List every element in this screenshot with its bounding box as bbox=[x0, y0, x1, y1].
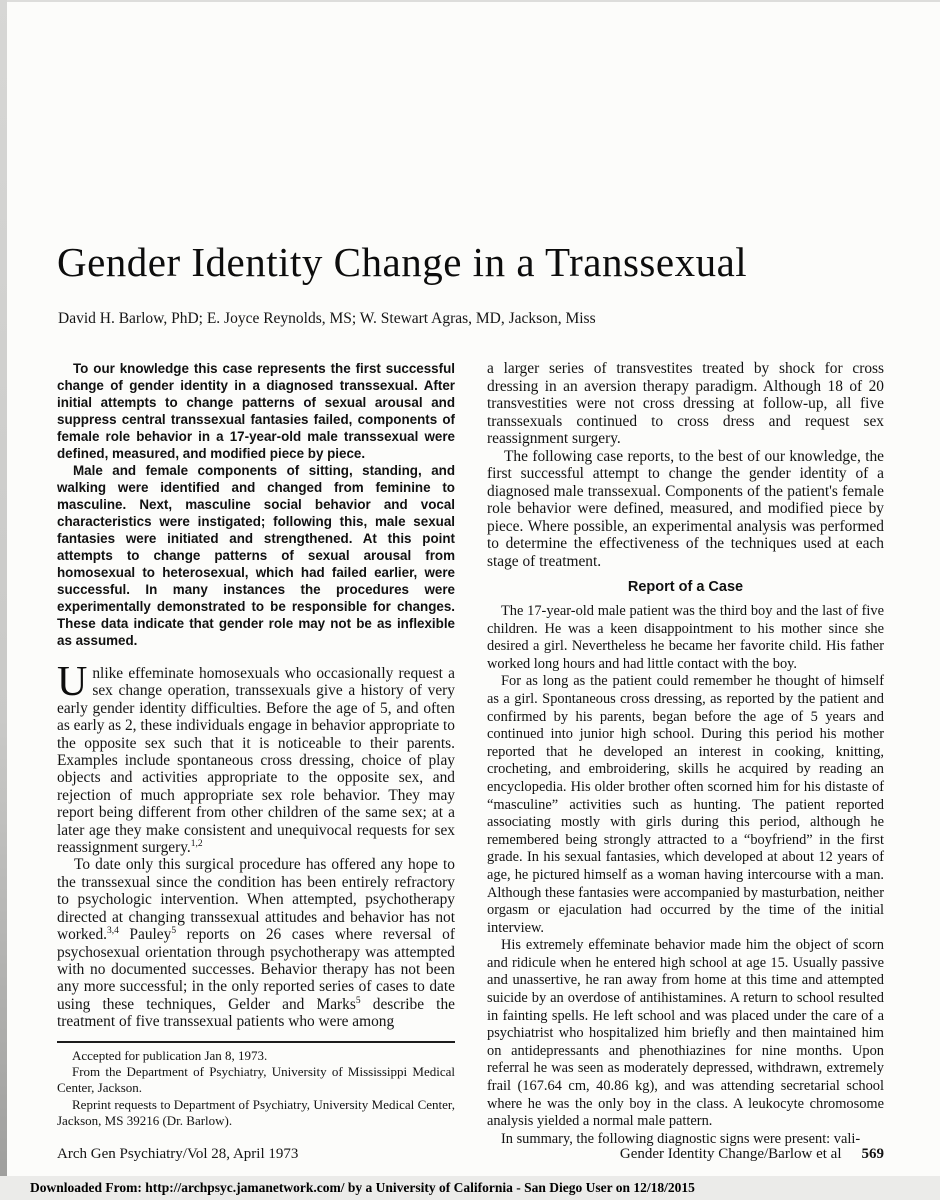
intro-paragraph-2-text: describe the treatment of five transsexual patients who were among bbox=[57, 995, 455, 1031]
reference-superscript: 5 bbox=[171, 925, 177, 936]
scan-top-edge bbox=[0, 0, 940, 2]
right-column bbox=[487, 360, 884, 1147]
reference-superscript: 3,4 bbox=[107, 925, 119, 936]
section-heading-report-of-a-case: Report of a Case bbox=[627, 579, 744, 595]
download-stamp-band bbox=[0, 1176, 940, 1200]
introduction-continuation bbox=[487, 360, 884, 570]
scan-left-edge bbox=[0, 0, 7, 1200]
intro-paragraph-2-text: reports on 26 cases where reversal of psychosexual orientation through psychotherapy was attempted with no documented successes. Behavior therapy has not been any more successful; in the only reported series of cases to date using these techniques, Gelder and Marks bbox=[57, 926, 455, 1013]
abstract-paragraph-1: To our knowledge this case represents the first successful change of gender identity in a diagnosed transsexual. After initial attempts to change patterns of sexual arousal and suppress central transsexual fantasies failed, components of female role behavior in a 17-year-old male transsexual were defined, measured, and modified piece by piece. bbox=[57, 361, 455, 461]
intro-paragraph-2 bbox=[57, 856, 455, 1030]
footnote-divider-rule bbox=[57, 1041, 455, 1043]
case-report-text bbox=[487, 603, 884, 1148]
case-paragraph-1: The 17-year-old male patient was the third boy and the last of five children. He was a keen disappointment to his mother since she desired a girl. Nevertheless he became her favorite child. His father worked long hours and had little contact with the boy. bbox=[487, 603, 884, 672]
footnote-block bbox=[57, 1048, 455, 1130]
footer-journal-citation: Arch Gen Psychiatry/Vol 28, April 1973 bbox=[57, 1146, 299, 1162]
intro-paragraph-1 bbox=[57, 659, 455, 857]
footnote-affiliation: From the Department of Psychiatry, University of Mississippi Medical Center, Jackson. bbox=[57, 1063, 455, 1096]
download-stamp-text: Downloaded From: http://archpsyc.jamanetwork.com/ by a University of California - San Diego User on 12/18/2015 bbox=[30, 1180, 695, 1195]
introduction-text bbox=[57, 659, 455, 1031]
footnote-accepted: Accepted for publication Jan 8, 1973. bbox=[72, 1047, 268, 1063]
article-byline: David H. Barlow, PhD; E. Joyce Reynolds, MS; W. Stewart Agras, MD, Jackson, Miss bbox=[58, 310, 596, 327]
left-column bbox=[57, 360, 455, 1140]
intro-paragraph-2-continuation: a larger series of transvestites treated by shock for cross dressing in an aversion therapy paradigm. Although 18 of 20 transvestities were not cross dressing at follow-up, all five transsexuals continued to cross dress and request sex reassignment surgery. bbox=[487, 360, 884, 447]
case-paragraph-2: For as long as the patient could remember he thought of himself as a girl. Spontaneous cross dressing, as reported by the patient and confirmed by his parents, began before the age of 5 years and continued into junior high school. During this period his mother reported that he developed an interest in cooking, knitting, crocheting, and embroidering, skills he acquired by reading an encyclopedia. His older brother often scorned him for his distaste of “masculine” activities such as hunting. The patient reported associating mostly with girls during this period, although he remembered being strongly attracted to a “boyfriend” in the first grade. In his sexual fantasies, which developed at about 12 years of age, he pictured himself as a woman having intercourse with a man. Although these fantasies were accompanied by masturbation, neither orgasm or ejaculation had occurred by the time of the initial interview. bbox=[487, 673, 884, 936]
footer-running-head: Gender Identity Change/Barlow et al bbox=[619, 1146, 842, 1162]
footer-running-head-group bbox=[620, 1146, 884, 1163]
page-footer bbox=[57, 1146, 884, 1163]
reference-superscript: 5 bbox=[355, 995, 361, 1006]
reference-superscript: 1,2 bbox=[190, 838, 203, 849]
intro-paragraph-1-text: nlike effeminate homosexuals who occasionally request a sex change operation, transsexuals give a history of very early gender identity difficulties. Before the age of 5, and often as early as 2, these individuals engage in behavior appropriate to the opposite sex such that it is noticeable to their parents. Examples include spontaneous cross dressing, choice of play objects and activities appropriate to the opposite sex, and rejection of much appropriate sex role behavior. They may report being different from other children of the same sex; at a later age they make consistent and unequivocal requests for sex reassignment surgery. bbox=[57, 665, 455, 857]
two-column-body bbox=[57, 360, 884, 1147]
abstract-block bbox=[57, 360, 455, 649]
intro-paragraph-2-text: Pauley bbox=[118, 926, 172, 944]
article-title: Gender Identity Change in a Transsexual bbox=[57, 239, 748, 285]
footer-page-number: 569 bbox=[861, 1146, 884, 1162]
intro-paragraph-2-text: To date only this surgical procedure has offered any hope to the transsexual since the condition has been entirely refractory to psychologic intervention. When attempted, psychotherapy directed at changing transsexual attitudes and behavior has not worked. bbox=[57, 856, 455, 944]
case-paragraph-3: His extremely effeminate behavior made him the object of scorn and ridicule when he entered high school at age 15. Usually passive and unassertive, he ran away from home at this time and attempted suicide by an overdose of antihistamines. A return to school resulted in fainting spells. He left school and was placed under the care of a psychiatrist who hospitalized him briefly and then maintained him on antidepressants and phenothiazines for nine months. Upon referral he was seen as moderately depressed, withdrawn, extremely frail (167.64 cm, 40.86 kg), and was attending secretarial school where he was the only boy in the class. A leukocyte chromosome analysis yielded a normal male pattern. bbox=[487, 937, 884, 1130]
intro-paragraph-3: The following case reports, to the best of our knowledge, the first successful attempt to change the gender identity of a diagnosed male transsexual. Components of the patient's female role behavior were defined, measured, and modified piece by piece. Where possible, an experimental analysis was performed to determine the effectiveness of the techniques used at each stage of treatment. bbox=[487, 447, 884, 570]
footnote-reprints: Reprint requests to Department of Psychiatry, University Medical Center, Jackson, MS 39216 (Dr. Barlow). bbox=[57, 1096, 455, 1129]
drop-cap-U: U bbox=[57, 659, 88, 705]
abstract-paragraph-2: Male and female components of sitting, standing, and walking were identified and changed from feminine to masculine. Next, masculine social behavior and vocal characteristics were instigated; following this, male sexual fantasies were initiated and strengthened. At this point attempts to change patterns of sexual arousal from homosexual to heterosexual, which had failed earlier, were successful. In many instances the procedures were experimentally demonstrated to be responsible for changes. These data indicate that gender role may not be as inflexible as assumed. bbox=[57, 463, 455, 648]
case-paragraph-4: In summary, the following diagnostic signs were present: vali- bbox=[501, 1130, 861, 1147]
